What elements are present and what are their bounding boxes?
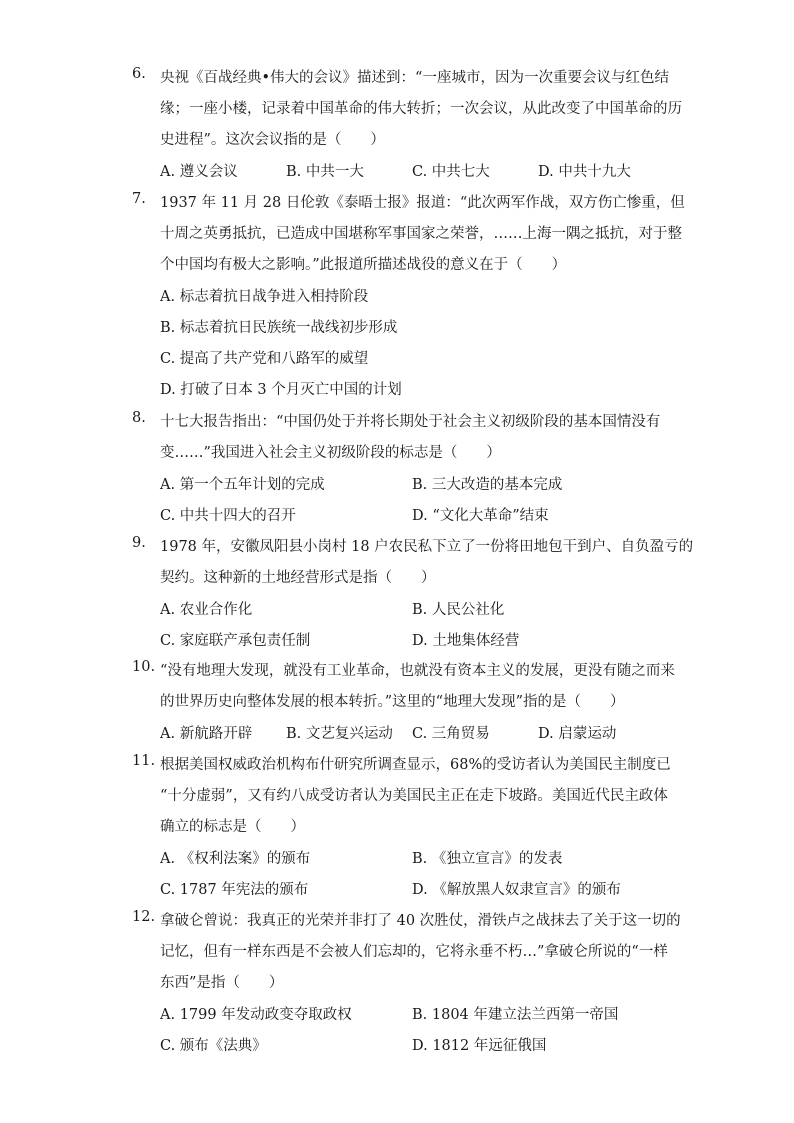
option-b[interactable]: B. 1804 年建立法兰西第一帝国	[412, 1007, 619, 1023]
question-text-line: 1978 年，安徽凤阳县小岗村 18 户农民私下立了一份将田地包干到户、自负盈亏的	[160, 539, 694, 555]
option-b[interactable]: B. 标志着抗日民族统一战线初步形成	[160, 320, 398, 336]
question-text-line: 拿破仑曾说：我真正的光荣并非打了 40 次胜仗，滑铁卢之战抹去了关于这一切的	[160, 913, 681, 929]
option-c[interactable]: C. 提高了共产党和八路军的威望	[160, 351, 369, 367]
question-number: 11.	[132, 753, 156, 769]
question-text-line: 央视《百战经典•伟大的会议》描述到：“一座城市，因为一次重要会议与红色结	[160, 70, 669, 86]
option-d[interactable]: D. 中共十九大	[538, 164, 631, 180]
question-text-line: 1937 年 11 月 28 日伦敦《泰晤士报》报道：“此次两军作战，双方伤亡惨重，但	[160, 195, 685, 211]
option-b[interactable]: B. 人民公社化	[412, 602, 505, 618]
option-c[interactable]: C. 中共七大	[412, 164, 490, 180]
question-text-line: 史进程”。这次会议指的是（ ）	[160, 132, 385, 148]
option-b[interactable]: B. 中共一大	[286, 164, 364, 180]
question-text-line: 确立的标志是（ ）	[160, 819, 305, 835]
option-a[interactable]: A. 《权利法案》的颁布	[160, 851, 311, 867]
question-text-line: 十七大报告指出：“中国仍处于并将长期处于社会主义初级阶段的基本国情没有	[160, 414, 661, 430]
question-text-line: 变……”我国进入社会主义初级阶段的标志是（ ）	[160, 445, 501, 461]
question-text-line: 的世界历史向整体发展的根本转折。”这里的“地理大发现”指的是（ ）	[160, 694, 625, 710]
option-a[interactable]: A. 遵义会议	[160, 164, 238, 180]
question-text-line: 个中国均有极大之影响。”此报道所描述战役的意义在于（ ）	[160, 257, 567, 273]
option-d[interactable]: D. 打破了日本 3 个月灭亡中国的计划	[160, 382, 402, 398]
question-text-line: 缘；一座小楼，记录着中国革命的伟大转折；一次会议，从此改变了中国革命的历	[160, 101, 682, 117]
option-c[interactable]: C. 1787 年宪法的颁布	[160, 882, 309, 898]
question-text-line: 契约。这种新的土地经营形式是指（ ）	[160, 570, 436, 586]
option-c[interactable]: C. 中共十四大的召开	[160, 508, 296, 524]
question-number: 8.	[132, 410, 146, 426]
option-b[interactable]: B. 三大改造的基本完成	[412, 477, 563, 493]
option-b[interactable]: B. 《独立宣言》的发表	[412, 851, 563, 867]
option-d[interactable]: D. 启蒙运动	[538, 726, 617, 742]
question-text-line: “没有地理大发现，就没有工业革命，也就没有资本主义的发展，更没有随之而来	[160, 663, 675, 679]
question-text-line: 东西”是指（ ）	[160, 975, 284, 991]
option-c[interactable]: C. 三角贸易	[412, 726, 490, 742]
option-a[interactable]: A. 1799 年发动政变夺取政权	[160, 1007, 352, 1023]
question-number: 7.	[132, 191, 146, 207]
option-a[interactable]: A. 标志着抗日战争进入相持阶段	[160, 289, 369, 305]
question-number: 10.	[132, 659, 156, 675]
option-d[interactable]: D. 1812 年远征俄国	[412, 1038, 547, 1054]
option-d[interactable]: D. 《解放黑人奴隶宣言》的颁布	[412, 882, 621, 898]
option-d[interactable]: D. 土地集体经营	[412, 633, 520, 649]
question-text-line: “十分虚弱”，又有约八成受访者认为美国民主正在走下坡路。美国近代民主政体	[160, 788, 668, 804]
question-number: 6.	[132, 66, 146, 82]
question-text-line: 记忆，但有一样东西是不会被人们忘却的，它将永垂不朽…”拿破仑所说的“一样	[160, 944, 668, 960]
question-number: 12.	[132, 909, 156, 925]
option-a[interactable]: A. 第一个五年计划的完成	[160, 477, 325, 493]
option-a[interactable]: A. 新航路开辟	[160, 726, 253, 742]
option-c[interactable]: C. 家庭联产承包责任制	[160, 633, 311, 649]
option-d[interactable]: D. “文化大革命”结束	[412, 508, 549, 524]
option-a[interactable]: A. 农业合作化	[160, 602, 253, 618]
question-number: 9.	[132, 535, 146, 551]
option-b[interactable]: B. 文艺复兴运动	[286, 726, 393, 742]
option-c[interactable]: C. 颁布《法典》	[160, 1038, 267, 1054]
question-text-line: 根据美国权威政治机构布什研究所调查显示，68%的受访者认为美国民主制度已	[160, 757, 671, 773]
question-text-line: 十周之英勇抵抗，已造成中国堪称军事国家之荣誉，……上海一隅之抵抗，对于整	[160, 226, 682, 242]
